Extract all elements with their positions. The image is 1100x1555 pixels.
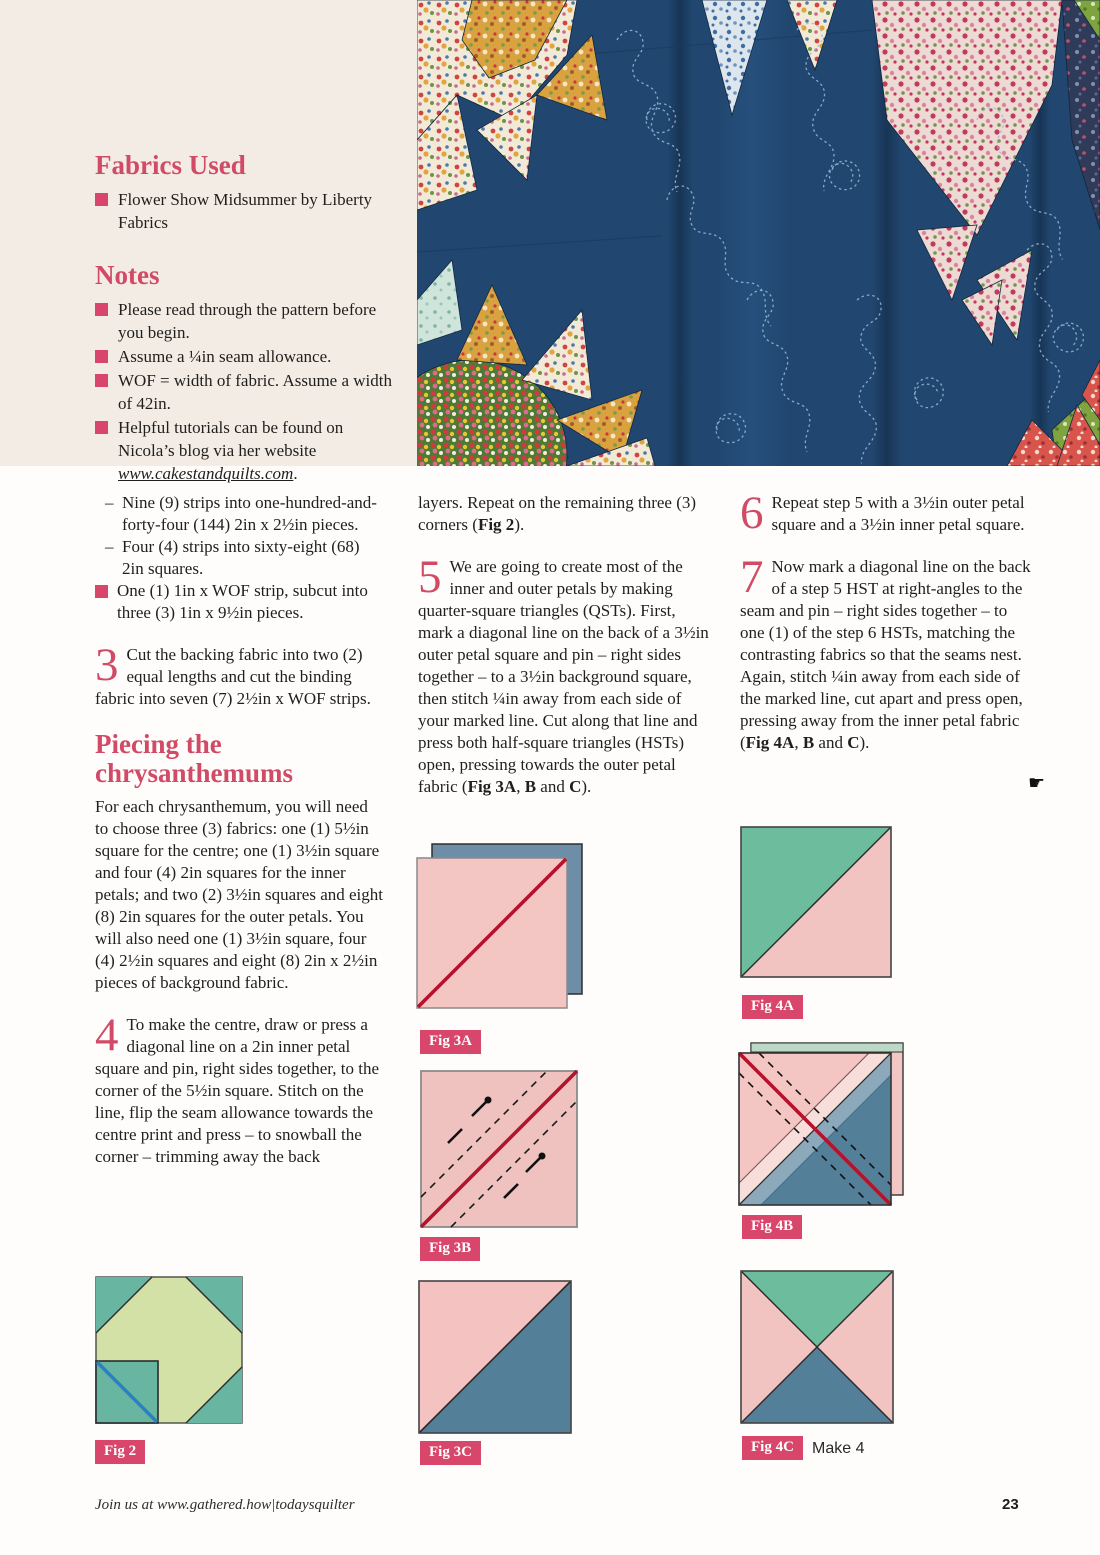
fig-3a-label: Fig 3A [420, 1030, 481, 1054]
step-4-continued: layers. Repeat on the remaining three (3) corners (Fig 2). [418, 493, 697, 534]
fig-4c-label: Fig 4C [742, 1436, 803, 1460]
notes-item: Helpful tutorials can be found on Nicola’s blog via her website www.cakestandquilts.com. [95, 416, 395, 485]
step-6: 6 Repeat step 5 with a 3½in outer petal square and a 3½in inner petal square. [740, 487, 1025, 539]
list-item: One (1) 1in x WOF strip, subcut into three (3) 1in x 9½in pieces. [95, 580, 385, 624]
page-number: 23 [1002, 1496, 1019, 1513]
fig-3a-diagram [416, 843, 584, 1014]
fig-2-diagram [95, 1276, 243, 1429]
step-5-number: 5 [418, 551, 442, 603]
fig-3c-diagram [418, 1280, 572, 1439]
step-7-number: 7 [740, 551, 764, 603]
fig-2-label: Fig 2 [95, 1440, 145, 1464]
fabrics-notes-panel [95, 150, 395, 486]
step-7: 7 Now mark a diagonal line on the back of a step 5 HST at right-angles to the seam and pin – right sides together – to one (1) of the step 6 HSTs, matching the contrasting fabrics so that the seams nest. Again, stitch ¼in away from each side of the marked line, cut apart and press open, pressing away from the inner petal fabric (Fig 4A, B and C). [740, 551, 1031, 752]
column-2 [418, 492, 711, 818]
notes-item: Assume a ¼in seam allowance. [95, 345, 395, 368]
fabrics-used-heading: Fabrics Used [95, 150, 246, 180]
fig-4c-make-note: Make 4 [812, 1440, 865, 1457]
list-item: – Nine (9) strips into one-hundred-and-forty-four (144) 2in x 2½in pieces. [105, 493, 377, 534]
column-1 [95, 492, 385, 1188]
step-6-number: 6 [740, 487, 764, 539]
quilt-photo-image [417, 0, 1100, 466]
piecing-intro: For each chrysanthemum, you will need to choose three (3) fabrics: one (1) 5½in square for the centre; one (1) 3½in square and four (4) 2in squares for the inner petals; and two (2) 3½in squares and eight (8) 2in squares for the outer petals. You will also need one (1) 3½in square, four (4) 2½in squares and eight (8) 2in x 2½in pieces of background fabric. [95, 797, 383, 992]
fig-4b-label: Fig 4B [742, 1215, 802, 1239]
step-4: 4 To make the centre, draw or press a diagonal line on a 2in inner petal square and pin, right sides together, to the corner of the 5½in square. Stitch on the line, flip the seam allowance towards the centre print and press – to snowball the corner – trimming away the back [95, 1009, 380, 1166]
step-3-number: 3 [95, 639, 119, 691]
step-5: 5 We are going to create most of the inner and outer petals by making quarter-square triangles (QSTs). First, mark a diagonal line on the back of a 3½in outer petal square and pin – right sides together – to a 3½in background square, then stitch ¼in away from each side of your marked line. Cut along that line and press both half-square triangles (HSTs) open, pressing towards the outer petal fabric (Fig 3A, B and C). [418, 551, 709, 796]
footer-text: Join us at www.gathered.how|todaysquilter [95, 1497, 355, 1513]
fig-3c-label: Fig 3C [420, 1441, 481, 1465]
column-3 [740, 487, 1036, 774]
notes-heading: Notes [95, 260, 160, 290]
fig-4c-diagram [740, 1270, 894, 1429]
step-3: 3 Cut the backing fabric into two (2) equal lengths and cut the binding fabric into seven (7) 2½in x WOF strips. [95, 639, 371, 708]
cutting-list [95, 492, 385, 624]
pointing-hand-icon: ☛ [1028, 772, 1046, 794]
piecing-heading: Piecing the chrysanthemums [95, 729, 294, 788]
fig-4a-label: Fig 4A [742, 995, 803, 1019]
fig-3b-diagram [420, 1070, 578, 1233]
notes-item: WOF = width of fabric. Assume a width of 42in. [95, 369, 395, 415]
fabrics-item: Flower Show Midsummer by Liberty Fabrics [95, 188, 395, 234]
step-4-number: 4 [95, 1009, 119, 1061]
fig-4a-diagram [740, 826, 892, 983]
quilt-photo [417, 0, 1100, 466]
fig-4b-diagram [738, 1042, 904, 1211]
notes-item: Please read through the pattern before you begin. [95, 298, 395, 344]
list-item: – Four (4) strips into sixty-eight (68) 2in squares. [105, 537, 360, 578]
website-link[interactable]: www.cakestandquilts.com [118, 464, 294, 483]
fig-3b-label: Fig 3B [420, 1237, 480, 1261]
